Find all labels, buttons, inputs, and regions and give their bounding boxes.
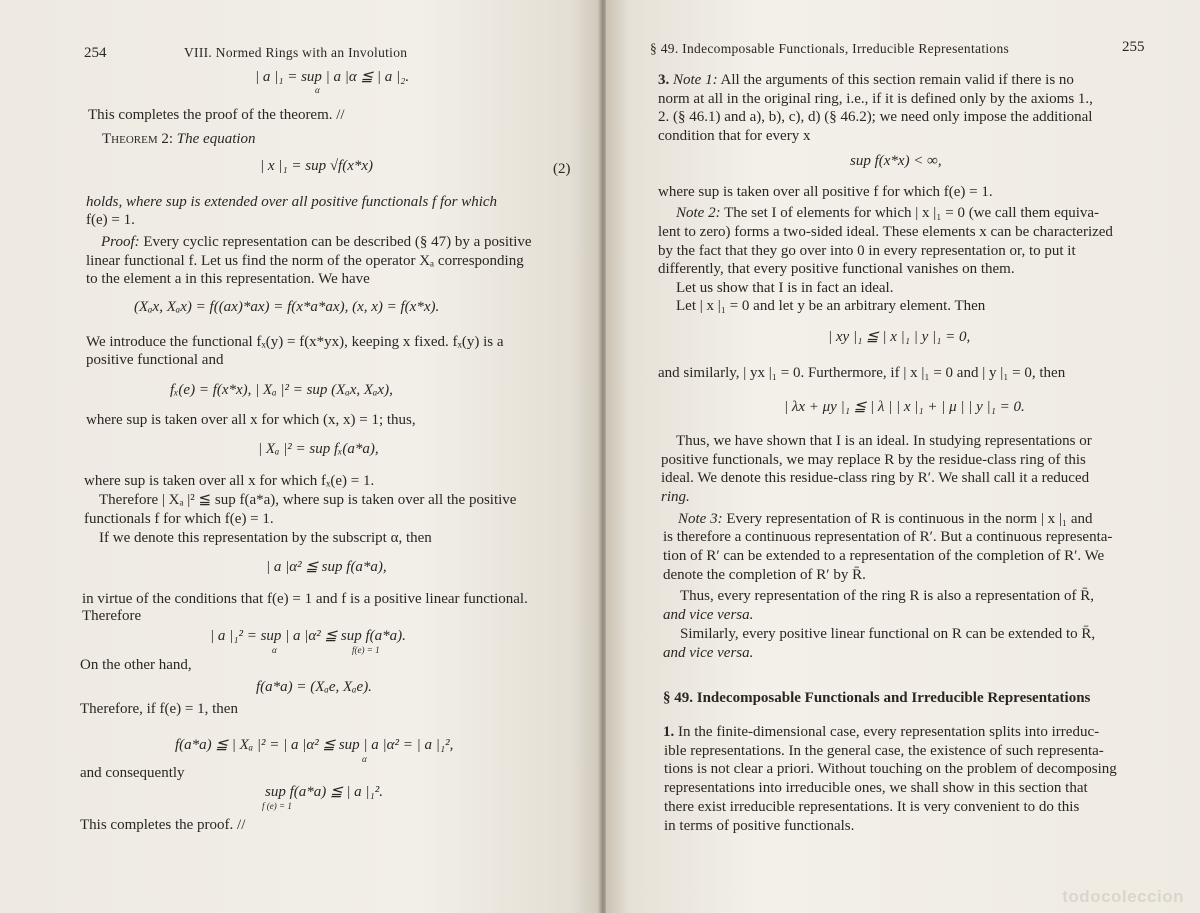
text-span: Every representation of R is continuous in the norm | x |₁ and [726,511,1093,527]
equation: sup f(x*x) < ∞, [850,153,942,169]
text-line: linear functional f. Let us find the norm of the operator Xₐ corresponding [86,253,524,269]
running-head: VIII. Normed Rings with an Involution [184,45,408,60]
equation-subscript: f (e) = 1 [262,801,292,811]
text-line: Thus, we have shown that I is an ideal. In studying representations or [676,433,1092,449]
running-head: § 49. Indecomposable Functionals, Irreducible Representations [650,41,1010,56]
text-line: Therefore [82,608,142,624]
equation-subscript: α [315,85,320,95]
equation-2: | x |₁ = sup √f(x*x) [260,158,374,174]
text-line: Let us show that I is in fact an ideal. [676,280,894,296]
text-line: representations into irreducible ones, we shall show in this section that [664,780,1088,796]
text-line: holds, where sup is extended over all positive functionals f for which [86,194,498,210]
theorem-label: Theorem 2: [102,131,174,147]
equation: | a |₁² = sup | a |α² ≦ sup f(a*a). [210,628,406,644]
equation-subscript: f(e) = 1 [352,645,380,655]
text-line: differently, that every positive functional vanishes on them. [658,261,1015,277]
equation: f(a*a) = (Xₐe, Xₐe). [256,679,372,695]
text-line: condition that for every x [658,128,811,144]
text-line: This completes the proof of the theorem. // [88,107,345,123]
page-number: 254 [84,45,107,61]
equation-subscript: α [362,754,367,764]
right-page [606,0,1200,913]
equation: | xy |₁ ≦ | x |₁ | y |₁ = 0, [828,329,971,345]
text-line: and similarly, | yx |₁ = 0. Furthermore, if | x |₁ = 0 and | y |₁ = 0, then [658,365,1066,381]
text-line: where sup is taken over all x for which fₓ(e) = 1. [84,473,375,489]
watermark: todocoleccion [1062,887,1184,906]
equation: fₓ(e) = f(x*x), | Xₐ |² = sup (Xₐx, Xₐx), [170,382,393,398]
equation: | Xₐ |² = sup fₓ(a*a), [258,441,379,457]
text-line: Therefore, if f(e) = 1, then [80,701,238,717]
text-line: tions is not clear a priori. Without touching on the problem of decomposing [664,761,1117,777]
equation-subscript: α [272,645,277,655]
text-line: If we denote this representation by the subscript α, then [99,530,432,546]
text-span: In the finite-dimensional case, every representation splits into irreduc- [678,724,1100,740]
note-label: Note 1: [673,72,718,88]
equation: | λx + μy |₁ ≦ | λ | | x |₁ + | μ | | y |₁ = 0. [784,399,1025,415]
equation: | a |α² ≦ sup f(a*a), [266,559,387,575]
subsection-number: 3. [658,72,670,88]
text-line: positive functionals, we may replace R by the residue-class ring of this [661,452,1086,468]
text-line: in virtue of the conditions that f(e) = 1 and f is a positive linear functional. [82,591,528,607]
text-line: positive functional and [86,352,224,368]
equation: sup f(a*a) ≦ | a |₁². [265,784,384,800]
text-line: This completes the proof. // [80,817,246,833]
text-line: We introduce the functional fₓ(y) = f(x*yx), keeping x fixed. fₓ(y) is a [86,334,504,350]
equation: (Xₐx, Xₐx) = f((ax)*ax) = f(x*a*ax), (x, x) = f(x*x). [134,299,440,315]
text-line: where sup is taken over all x for which (x, x) = 1; thus, [86,412,416,428]
note-1-line [658,71,1074,89]
text-line: in terms of positive functionals. [664,818,855,834]
text-line: and vice versa. [663,645,754,661]
text-line: f(e) = 1. [86,212,135,228]
text-line: tion of R′ can be extended to a representation of the completion of R′. We [663,548,1105,564]
note-label: Note 3: [678,511,723,527]
text-line: ring. [661,489,690,505]
text-line: is therefore a continuous representation of R′. But a continuous representa- [663,529,1113,545]
note-2-line [676,204,1099,222]
text-line: On the other hand, [80,657,192,673]
note-3-line [678,510,1093,528]
text-line: to the element a in this representation. We have [86,271,370,287]
text-line: norm at all in the original ring, i.e., if it is defined only by the axioms 1., [658,91,1093,107]
theorem-line [102,130,256,148]
proof-line [101,233,532,251]
text-line: and consequently [80,765,185,781]
subsection-line [663,723,1099,741]
text-line: where sup is taken over all positive f for which f(e) = 1. [658,184,993,200]
text-line: Similarly, every positive linear functional on R can be extended to R̄, [680,626,1096,642]
page-number: 255 [1122,39,1145,55]
text-line: Let | x |₁ = 0 and let y be an arbitrary element. Then [676,298,986,314]
subsection-number: 1. [663,724,675,740]
text-line: lent to zero) forms a two-sided ideal. These elements x can be characterized [658,224,1113,240]
text-span: The set I of elements for which | x |₁ = 0 (we call them equiva- [724,205,1100,221]
proof-label: Proof: [101,234,140,250]
text-line: there exist irreducible representations. It is very convenient to do this [664,799,1080,815]
theorem-text: The equation [176,131,256,147]
text-line: functionals f for which f(e) = 1. [84,511,274,527]
equation-number: (2) [553,161,571,177]
equation: f(a*a) ≦ | Xₐ |² = | a |α² ≦ sup | a |α² = | a |₁², [175,737,454,753]
note-label: Note 2: [676,205,721,221]
text-line: 2. (§ 46.1) and a), b), c), d) (§ 46.2); we need only impose the additional [658,109,1093,125]
text-line: Thus, every representation of the ring R is also a representation of R̄, [680,588,1095,604]
text-line: ible representations. In the general case, the existence of such representa- [664,743,1104,759]
text-line: denote the completion of R′ by R̄. [663,567,866,583]
section-heading: § 49. Indecomposable Functionals and Irreducible Representations [663,690,1091,706]
text-line: Therefore | Xₐ |² ≦ sup f(a*a), where sup is taken over all the positive [99,492,517,508]
text-line: ideal. We denote this residue-class ring by R′. We shall call it a reduced [661,470,1090,486]
text-span: All the arguments of this section remain valid if there is no [720,72,1074,88]
text-line: by the fact that they go over into 0 in every representation or, to put it [658,243,1076,259]
equation: | a |₁ = sup | a |α ≦ | a |₂. [255,69,410,85]
text-span: Every cyclic representation can be described (§ 47) by a positive [143,234,532,250]
text-line: and vice versa. [663,607,754,623]
